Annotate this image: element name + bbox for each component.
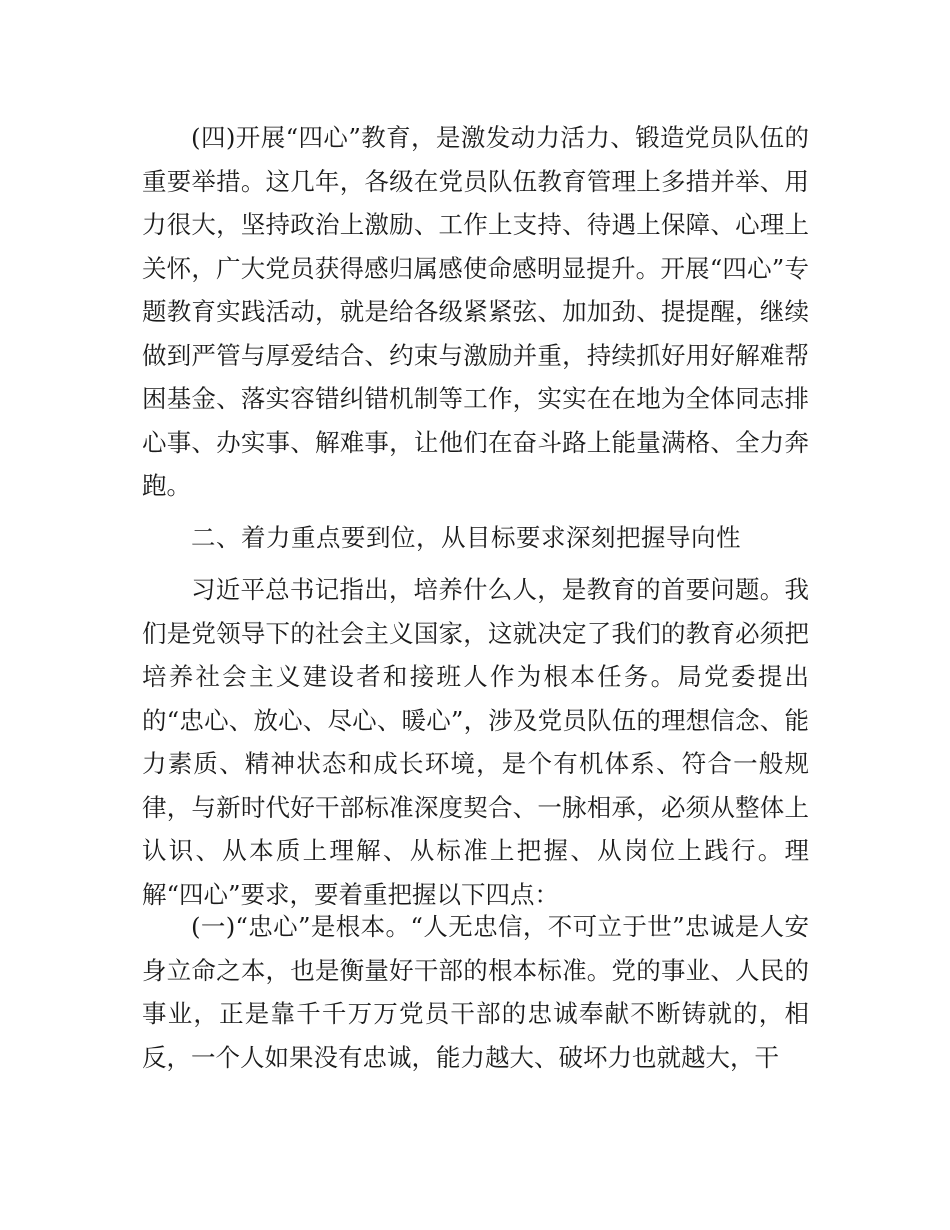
paragraph-loyalty-fundamental: (一)“忠心”是根本。“人无忠信，不可立于世”忠诚是人安身立命之本，也是衡量好干部的根本标准。党的事业、人民的事业，正是靠千千万万党员干部的忠诚奉献不断铸就的，相反，一个人如果没有忠诚，能力越大、破坏力也就越大，干 [142, 912, 809, 1072]
paragraph-four-hearts-education: (四)开展“四心”教育，是激发动力活力、锻造党员队伍的重要举措。这几年，各级在党员队伍教育管理上多措并举、用力很大，坚持政治上激励、工作上支持、待遇上保障、心理上关怀，广大党员获得感归属感使命感明显提升。开展“四心”专题教育实践活动，就是给各级紧紧弦、加加劲、提提醒，继续做到严管与厚爱结合、约束与激励并重，持续抓好用好解难帮困基金、落实容错纠错机制等工作，实实在在地为全体同志排心事、办实事、解难事，让他们在奋斗路上能量满格、全力奔跑。 [142, 123, 809, 500]
paragraph-education-question: 习近平总书记指出，培养什么人，是教育的首要问题。我们是党领导下的社会主义国家，这就决定了我们的教育必须把培养社会主义建设者和接班人作为根本任务。局党委提出的“忠心、放心、尽心、暖心”，涉及党员队伍的理想信念、能力素质、精神状态和成长环境，是个有机体系、符合一般规律，与新时代好干部标准深度契合、一脉相承，必须从整体上认识、从本质上理解、从标准上把握、从岗位上践行。理解“四心”要求，要着重把握以下四点： [142, 575, 809, 909]
section-heading-two: 二、着力重点要到位，从目标要求深刻把握导向性 [191, 523, 741, 552]
